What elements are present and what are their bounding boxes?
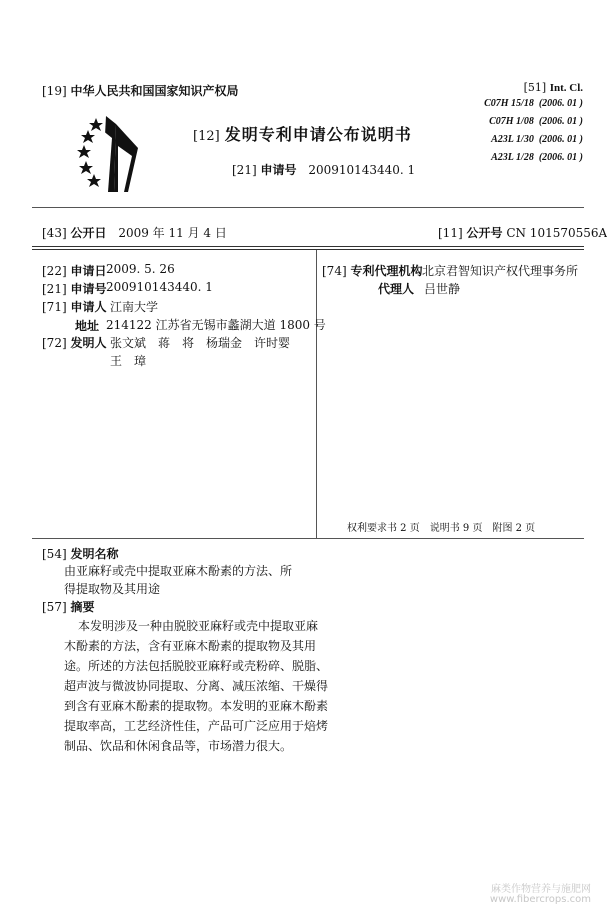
pub-no-value: CN 101570556A [506,226,607,240]
ipc-header [524,81,583,94]
pub-date-line [42,224,227,241]
doc-type-code: [12] [193,129,220,144]
agency-value: 北京君智知识产权代理事务所 [422,264,579,278]
app-no-line [42,280,106,297]
filing-date-code: [22] [42,264,67,278]
abstract-heading [42,598,94,615]
inventors-value-1: 张文斌 蒋 将 杨瑞金 许时婴 [110,336,291,350]
ipc-row [491,134,583,145]
agency-label: 专利代理机构 [350,264,423,278]
divider [32,538,584,539]
pages-summary: 权利要求书 2 页 说明书 9 页 附图 2 页 [347,523,536,534]
ipc-version: (2006. 01 ) [538,134,583,145]
ipc-class: C07H 1/08 [489,116,534,127]
agency-line [322,262,422,279]
pub-no-code: [11] [438,226,463,240]
inventors-value-2: 王 璋 [110,354,147,368]
pub-no-line [438,224,607,241]
ipc-row [491,152,583,163]
office-name: 中华人民共和国国家知识产权局 [70,84,239,98]
app-no-code: [21] [42,282,67,296]
pub-date-code: [43] [42,226,67,240]
divider [32,246,584,247]
invention-title-line-2: 得提取物及其用途 [64,582,161,596]
header-app-no-value: 200910143440. 1 [308,163,416,177]
ipc-version: (2006. 01 ) [538,152,583,163]
inventors-code: [72] [42,336,67,350]
pub-date-value: 2009 年 11 月 4 日 [118,226,227,240]
applicant-line [42,298,106,315]
column-divider [316,250,317,538]
title-label: 发明名称 [70,547,119,561]
divider [32,249,584,250]
abstract-line: 本发明涉及一种由脱胶亚麻籽或壳中提取亚麻 [78,619,319,633]
office-line [42,82,238,99]
ipc-version: (2006. 01 ) [538,98,583,109]
header-app-no-label: 申请号 [260,163,297,177]
header-app-no [232,161,415,178]
sipo-emblem-icon [66,112,144,198]
ipc-code: [51] [523,81,547,94]
abstract-line: 木酚素的方法，含有亚麻木酚素的提取物及其用 [64,639,317,653]
filing-date-line [42,262,106,279]
watermark-text: 麻类作物营养与施肥网 [491,884,591,895]
abstract-line: 途。所述的方法包括脱胶亚麻籽或壳粉碎、脱脂、 [64,659,329,673]
pub-date-label: 公开日 [70,226,107,240]
abstract-line: 制品、饮品和休闲食品等，市场潜力很大。 [64,739,293,753]
address-value: 214122 江苏省无锡市蠡湖大道 1800 号 [106,318,326,332]
title-code: [54] [42,547,67,561]
ipc-class: C07H 15/18 [484,98,534,109]
inventors-line [42,334,106,351]
document-type [193,122,412,145]
title-heading [42,545,118,562]
address-label: 地址 [75,319,100,333]
ipc-row [484,98,583,109]
invention-title-line-1: 由亚麻籽或壳中提取亚麻木酚素的方法、所 [64,564,293,578]
divider [32,207,584,208]
pub-no-label: 公开号 [466,226,503,240]
app-no-label: 申请号 [70,282,107,296]
agent-label: 代理人 [378,282,415,296]
agent-value: 吕世静 [424,282,461,296]
ipc-row [489,116,583,127]
abstract-code: [57] [42,600,67,614]
doc-type-title: 发明专利申请公布说明书 [224,125,412,144]
ipc-version: (2006. 01 ) [538,116,583,127]
office-code: [19] [42,84,67,98]
applicant-code: [71] [42,300,67,314]
abstract-label: 摘要 [70,600,95,614]
abstract-line: 到含有亚麻木酚素的提取物。本发明的亚麻木酚素 [64,699,329,713]
agency-code: [74] [322,264,347,278]
filing-date-value: 2009. 5. 26 [106,262,175,276]
watermark-url: www.fibercrops.com [489,894,591,905]
filing-date-label: 申请日 [70,264,107,278]
abstract-line: 提取率高，工艺经济性佳，产品可广泛应用于焙烤 [64,719,329,733]
ipc-label: Int. Cl. [549,82,583,94]
applicant-value: 江南大学 [110,300,159,314]
inventors-label: 发明人 [70,336,107,350]
abstract-line: 超声波与微波协同提取、分离、减压浓缩、干燥得 [64,679,329,693]
header-app-no-code: [21] [232,163,257,177]
applicant-label: 申请人 [70,300,107,314]
ipc-class: A23L 1/28 [491,152,534,163]
ipc-class: A23L 1/30 [491,134,534,145]
app-no-value: 200910143440. 1 [106,280,213,294]
